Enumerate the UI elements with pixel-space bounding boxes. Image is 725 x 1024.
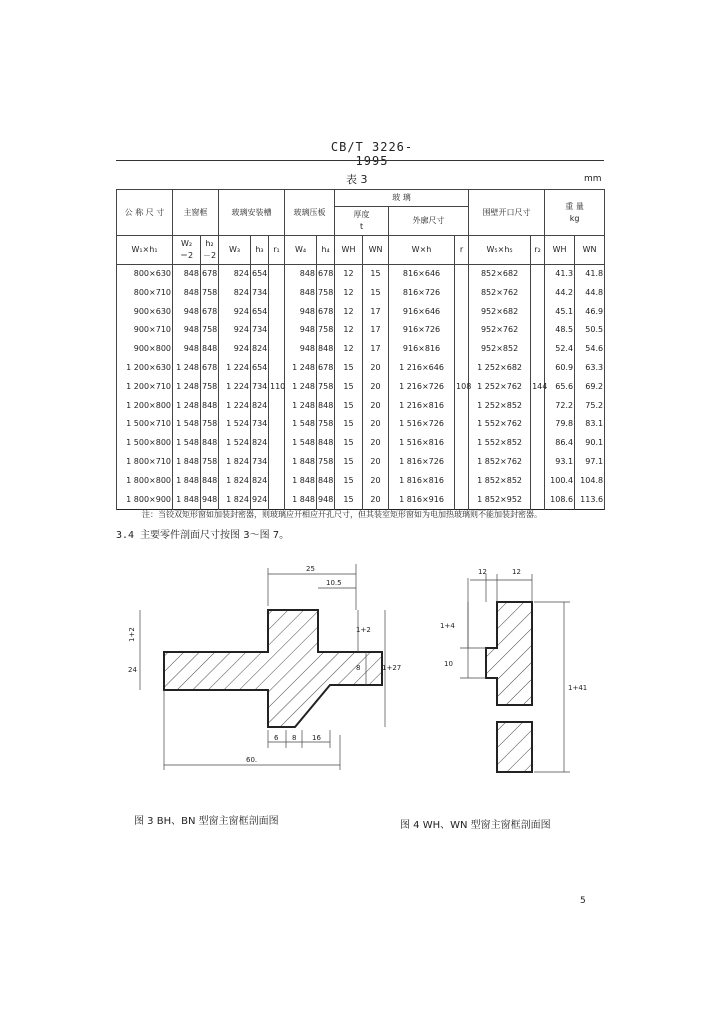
table-cell: 848 <box>317 340 335 359</box>
table-cell: 852×762 <box>469 284 531 303</box>
table-cell: 848 <box>201 397 219 416</box>
table-cell: 1 848 <box>173 453 201 472</box>
figure-3-drawing <box>120 560 400 785</box>
table-cell: 916×816 <box>389 340 455 359</box>
table-cell: 65.6 <box>545 378 575 397</box>
table-cell: 1 224 <box>219 397 251 416</box>
table-cell: 816×726 <box>389 284 455 303</box>
header-r1: r₁ <box>269 236 285 265</box>
section-3-4 <box>116 526 289 541</box>
table-cell: 1 852×852 <box>469 472 531 491</box>
table-cell: 924 <box>219 303 251 322</box>
table-cell: 12 <box>335 321 363 340</box>
table-cell: 824 <box>251 434 269 453</box>
fig3-dim-left1: 1+2 <box>128 627 136 642</box>
table-cell: 15 <box>363 284 389 303</box>
table-cell: 952×762 <box>469 321 531 340</box>
table-cell: 50.5 <box>575 321 605 340</box>
table-cell: 1 248 <box>285 397 317 416</box>
table-cell: 678 <box>201 265 219 284</box>
table-cell: 1 824 <box>219 491 251 510</box>
table-cell: 1 248 <box>173 359 201 378</box>
figure-4-drawing <box>430 560 590 785</box>
table-cell: 113.6 <box>575 491 605 510</box>
table-cell: 734 <box>251 453 269 472</box>
table-cell: 1 800×800 <box>117 472 173 491</box>
table-cell: 848 <box>173 265 201 284</box>
table-cell: 1 224 <box>219 378 251 397</box>
table-cell: 20 <box>363 378 389 397</box>
table-cell: 734 <box>251 284 269 303</box>
table-cell: 924 <box>219 321 251 340</box>
table-cell: 1 248 <box>285 378 317 397</box>
table-cell: 848 <box>201 340 219 359</box>
table-cell: 758 <box>317 321 335 340</box>
header-wxh: W×h <box>389 236 455 265</box>
table-cell: 848 <box>317 397 335 416</box>
figure-3-caption: 图 3 BH、BN 型窗主窗框剖面图 <box>134 816 279 827</box>
table-cell: 1 848 <box>285 491 317 510</box>
table-cell: 12 <box>335 265 363 284</box>
table-row <box>117 265 605 284</box>
table-cell: 900×800 <box>117 340 173 359</box>
table-cell: 1 216×726 <box>389 378 455 397</box>
header-nominal: 公 称 尺 寸 <box>117 190 173 236</box>
table-cell: 15 <box>335 434 363 453</box>
table-cell: 948 <box>285 340 317 359</box>
table-cell: 1 524 <box>219 434 251 453</box>
table-cell: 1 816×726 <box>389 453 455 472</box>
header-glass-plate: 玻璃压板 <box>285 190 335 236</box>
table-cell: 1 500×710 <box>117 415 173 434</box>
fig3-dim-b2: 8 <box>292 734 297 742</box>
table-cell: 916×646 <box>389 303 455 322</box>
header-h4: h₄ <box>317 236 335 265</box>
table-cell: 654 <box>251 359 269 378</box>
fig3-dim-b1: 6 <box>274 734 279 742</box>
table-cell: 15 <box>335 491 363 510</box>
fig4-dim-left2: 10 <box>444 660 453 668</box>
table-cell: 824 <box>251 340 269 359</box>
fig3-dim-right1: 1+2 <box>356 626 371 634</box>
table-cell: 1 252×852 <box>469 397 531 416</box>
header-outer-size: 外廓尺寸 <box>389 207 469 236</box>
table-cell: 41.8 <box>575 265 605 284</box>
table-cell: 1 524 <box>219 415 251 434</box>
fig3-dim-left2: 24 <box>128 666 137 674</box>
header-nominal-sub: W₁×h₁ <box>117 236 173 265</box>
table-cell: 1 248 <box>173 397 201 416</box>
table-cell: 824 <box>219 265 251 284</box>
table-cell: 15 <box>335 453 363 472</box>
table-cell: 45.1 <box>545 303 575 322</box>
table-cell: 1 200×630 <box>117 359 173 378</box>
table-cell: 63.3 <box>575 359 605 378</box>
header-w2: W₂ ＝2 <box>173 236 201 265</box>
table-cell: 734 <box>251 321 269 340</box>
header-rule <box>116 160 604 161</box>
table-cell: 800×630 <box>117 265 173 284</box>
merged-r: 108 <box>455 265 469 510</box>
table-cell: 758 <box>317 415 335 434</box>
table-cell: 824 <box>219 284 251 303</box>
header-main-frame: 主窗框 <box>173 190 219 236</box>
table-cell: 20 <box>363 472 389 491</box>
table-body <box>117 265 605 510</box>
table-cell: 758 <box>317 453 335 472</box>
table-cell: 848 <box>201 434 219 453</box>
table-cell: 15 <box>363 265 389 284</box>
header-thickness: 厚度 t <box>335 207 389 236</box>
table-cell: 734 <box>251 415 269 434</box>
table-cell: 17 <box>363 321 389 340</box>
figure-4-caption: 图 4 WH、WN 型窗主窗框剖面图 <box>400 820 551 831</box>
table-cell: 816×646 <box>389 265 455 284</box>
table-cell: 60.9 <box>545 359 575 378</box>
fig3-dim-top1: 25 <box>306 565 315 573</box>
table-cell: 86.4 <box>545 434 575 453</box>
table-cell: 15 <box>335 359 363 378</box>
table-cell: 824 <box>251 472 269 491</box>
table-cell: 1 852×952 <box>469 491 531 510</box>
table-cell: 1 516×816 <box>389 434 455 453</box>
table-cell: 758 <box>317 284 335 303</box>
table-cell: 17 <box>363 340 389 359</box>
table-cell: 848 <box>173 284 201 303</box>
table-cell: 44.8 <box>575 284 605 303</box>
page-number: 5 <box>580 896 586 906</box>
header-glass-slot: 玻璃安装槽 <box>219 190 285 236</box>
table-cell: 758 <box>317 378 335 397</box>
table-cell: 93.1 <box>545 453 575 472</box>
table-cell: 758 <box>201 321 219 340</box>
table-cell: 948 <box>173 321 201 340</box>
table-cell: 100.4 <box>545 472 575 491</box>
table-note: 注：当铰双矩形窗如加装封密器，则玻璃应开相应开孔尺寸，但其装室矩形窗如为电加热玻璃则不能加装封密器。 <box>142 510 542 519</box>
header-r: r <box>455 236 469 265</box>
table-cell: 654 <box>251 265 269 284</box>
header-w3: W₃ <box>219 236 251 265</box>
figure-4-section-upper <box>486 602 532 705</box>
table-cell: 758 <box>201 378 219 397</box>
fig3-dim-right3: 1+27 <box>382 664 402 672</box>
header-w5h5: W₅×h₅ <box>469 236 531 265</box>
table-unit: mm <box>584 174 602 184</box>
table-cell: 948 <box>317 491 335 510</box>
figure-4-section-lower <box>497 722 532 772</box>
table-cell: 952×852 <box>469 340 531 359</box>
table-cell: 1 824 <box>219 472 251 491</box>
merged-r1: 110 <box>269 265 285 510</box>
table-cell: 900×710 <box>117 321 173 340</box>
table-cell: 46.9 <box>575 303 605 322</box>
table-cell: 1 816×816 <box>389 472 455 491</box>
table-cell: 83.1 <box>575 415 605 434</box>
table-cell: 848 <box>201 472 219 491</box>
table-cell: 678 <box>317 359 335 378</box>
table-cell: 924 <box>251 491 269 510</box>
table-cell: 1 548 <box>285 434 317 453</box>
table-cell: 1 216×646 <box>389 359 455 378</box>
section-number: 3.4 <box>116 530 135 541</box>
table-cell: 948 <box>285 303 317 322</box>
table-cell: 20 <box>363 453 389 472</box>
section-text: 主要零件剖面尺寸按图 3～图 7。 <box>140 530 290 541</box>
fig3-dim-top2: 10.5 <box>326 579 342 587</box>
table-cell: 41.3 <box>545 265 575 284</box>
fig4-dim-left1: 1+4 <box>440 622 455 630</box>
table-cell: 20 <box>363 359 389 378</box>
table-cell: 1 848 <box>285 472 317 491</box>
table-cell: 69.2 <box>575 378 605 397</box>
fig3-dim-b3: 16 <box>312 734 321 742</box>
table-cell: 1 252×762 <box>469 378 531 397</box>
table-cell: 1 848 <box>285 453 317 472</box>
table-cell: 15 <box>335 415 363 434</box>
header-wh: WH <box>335 236 363 265</box>
header-weight: 重 量 kg <box>545 190 605 236</box>
table-cell: 1 800×900 <box>117 491 173 510</box>
table-cell: 1 852×762 <box>469 453 531 472</box>
table-cell: 654 <box>251 303 269 322</box>
table-cell: 75.2 <box>575 397 605 416</box>
table-cell: 1 800×710 <box>117 453 173 472</box>
table-cell: 948 <box>201 491 219 510</box>
header-kg-wh: WH <box>545 236 575 265</box>
table-cell: 1 848 <box>173 472 201 491</box>
table-cell: 900×630 <box>117 303 173 322</box>
table-cell: 1 516×726 <box>389 415 455 434</box>
table-cell: 54.6 <box>575 340 605 359</box>
table-cell: 15 <box>335 378 363 397</box>
table-cell: 1 552×852 <box>469 434 531 453</box>
table-cell: 758 <box>201 284 219 303</box>
header-wn: WN <box>363 236 389 265</box>
table-cell: 44.2 <box>545 284 575 303</box>
table-cell: 758 <box>201 453 219 472</box>
table-cell: 1 548 <box>173 434 201 453</box>
table-cell: 48.5 <box>545 321 575 340</box>
table-cell: 916×726 <box>389 321 455 340</box>
table-cell: 1 848 <box>173 491 201 510</box>
table-cell: 20 <box>363 397 389 416</box>
table-cell: 952×682 <box>469 303 531 322</box>
table-cell: 948 <box>173 303 201 322</box>
table-cell: 948 <box>173 340 201 359</box>
table-cell: 1 224 <box>219 359 251 378</box>
table-cell: 678 <box>317 303 335 322</box>
dimension-table <box>116 189 605 510</box>
table-cell: 824 <box>251 397 269 416</box>
table-cell: 12 <box>335 303 363 322</box>
header-opening: 围壁开口尺寸 <box>469 190 545 236</box>
table-cell: 1 552×762 <box>469 415 531 434</box>
table-cell: 852×682 <box>469 265 531 284</box>
table-cell: 924 <box>219 340 251 359</box>
table-cell: 72.2 <box>545 397 575 416</box>
table-cell: 1 248 <box>285 359 317 378</box>
table-cell: 90.1 <box>575 434 605 453</box>
table-cell: 1 216×816 <box>389 397 455 416</box>
fig3-dim-right2: 8 <box>356 664 361 672</box>
table-cell: 758 <box>201 415 219 434</box>
table-cell: 678 <box>201 303 219 322</box>
table-cell: 1 252×682 <box>469 359 531 378</box>
table-cell: 948 <box>285 321 317 340</box>
table-cell: 79.8 <box>545 415 575 434</box>
header-h2: h₂ －2 <box>201 236 219 265</box>
header-glass: 玻 璃 <box>335 190 469 207</box>
table-cell: 20 <box>363 434 389 453</box>
fig4-dim-right: 1+41 <box>568 684 588 692</box>
table-cell: 1 200×800 <box>117 397 173 416</box>
figure-3-section <box>164 610 382 727</box>
table-cell: 1 824 <box>219 453 251 472</box>
table-cell: 104.8 <box>575 472 605 491</box>
table-cell: 678 <box>201 359 219 378</box>
table-cell: 12 <box>335 340 363 359</box>
header-h3: h₃ <box>251 236 269 265</box>
table-cell: 1 500×800 <box>117 434 173 453</box>
standard-number: CB/T 3226- 1995 <box>330 140 414 168</box>
table-cell: 1 200×710 <box>117 378 173 397</box>
table-cell: 1 548 <box>285 415 317 434</box>
table-cell: 15 <box>335 472 363 491</box>
fig4-dim-top1: 12 <box>478 568 487 576</box>
table-cell: 1 248 <box>173 378 201 397</box>
table-cell: 108.6 <box>545 491 575 510</box>
fig4-dim-top2: 12 <box>512 568 521 576</box>
table-cell: 15 <box>335 397 363 416</box>
table-cell: 12 <box>335 284 363 303</box>
table-cell: 848 <box>317 434 335 453</box>
merged-r2: 144 <box>531 265 545 510</box>
table-cell: 20 <box>363 491 389 510</box>
table-cell: 734 <box>251 378 269 397</box>
header-r2: r₂ <box>531 236 545 265</box>
table-cell: 1 816×916 <box>389 491 455 510</box>
table-cell: 20 <box>363 415 389 434</box>
table-cell: 678 <box>317 265 335 284</box>
header-kg-wn: WN <box>575 236 605 265</box>
table-title: 表 3 <box>346 173 368 186</box>
fig3-dim-bottom: 60. <box>246 756 258 764</box>
table-cell: 1 548 <box>173 415 201 434</box>
table-cell: 848 <box>317 472 335 491</box>
table-cell: 800×710 <box>117 284 173 303</box>
table-cell: 97.1 <box>575 453 605 472</box>
table-cell: 17 <box>363 303 389 322</box>
table-cell: 848 <box>285 284 317 303</box>
table-cell: 848 <box>285 265 317 284</box>
table-cell: 52.4 <box>545 340 575 359</box>
header-w4: W₄ <box>285 236 317 265</box>
